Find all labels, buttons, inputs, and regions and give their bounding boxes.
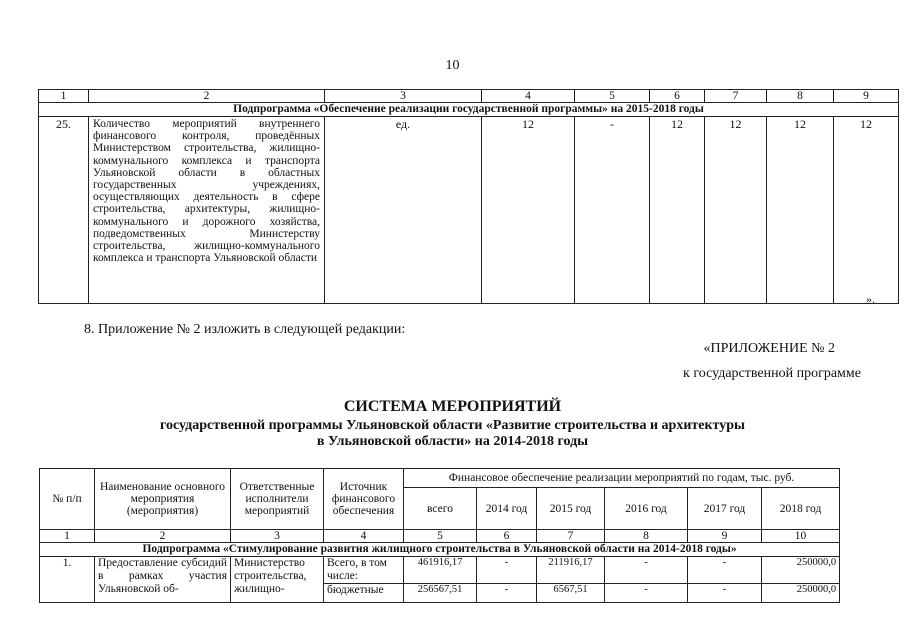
header-year: 2015 год	[537, 488, 605, 530]
col-number: 2	[95, 530, 231, 543]
appendix-subtitle: к государственной программе	[683, 366, 861, 381]
col-number: 5	[404, 530, 477, 543]
table-row	[39, 117, 899, 304]
col-number: 9	[688, 530, 762, 543]
header-num: № п/п	[40, 469, 95, 530]
col-number: 10	[762, 530, 840, 543]
col-number: 2	[89, 90, 325, 103]
col-number: 6	[650, 90, 705, 103]
executor-cell: Министерство строительства, жилищно-	[231, 557, 324, 603]
value-cell: -	[605, 584, 688, 603]
subprogram-title: Подпрограмма «Стимулирование развития жилищного строительства в Ульяновской области на 2014-2018 годы»	[40, 543, 840, 557]
page-number: 10	[445, 58, 460, 73]
col-number: 3	[325, 90, 482, 103]
header-year: 2018 год	[762, 488, 840, 530]
source-cell: Всего, в том числе:	[324, 557, 404, 584]
value-cell: -	[575, 117, 650, 304]
col-number: 3	[231, 530, 324, 543]
col-number: 7	[705, 90, 767, 103]
closing-quote: ».	[866, 292, 875, 306]
table-row	[40, 557, 840, 584]
header-executors: Ответственные исполнители мероприятий	[231, 469, 324, 530]
value-cell: 250000,0	[762, 584, 840, 603]
value-cell: 211916,17	[537, 557, 605, 584]
col-number: 1	[40, 530, 95, 543]
value-cell: -	[688, 557, 762, 584]
col-number: 6	[477, 530, 537, 543]
header-source: Источник финансового обеспечения	[324, 469, 404, 530]
header-year: 2016 год	[605, 488, 688, 530]
document-subheading-2: в Ульяновской области» на 2014-2018 годы	[316, 434, 589, 449]
value-cell: 12	[705, 117, 767, 304]
col-number: 4	[324, 530, 404, 543]
value-cell: 6567,51	[537, 584, 605, 603]
col-number: 9	[834, 90, 899, 103]
value-cell: -	[477, 584, 537, 603]
column-number-row	[40, 530, 840, 543]
appendix-title: «ПРИЛОЖЕНИЕ № 2	[703, 341, 835, 356]
source-cell: бюджетные	[324, 584, 404, 603]
subprogram-title: Подпрограмма «Обеспечение реализации государственной программы» на 2015-2018 годы	[39, 103, 899, 117]
value-cell: 12	[650, 117, 705, 304]
value-cell: 250000,0	[762, 557, 840, 584]
header-year: 2017 год	[688, 488, 762, 530]
instruction-text: 8. Приложение № 2 изложить в следующей редакции:	[84, 322, 406, 337]
measures-table	[39, 468, 840, 603]
indicator-description: Количество мероприятий внутреннего финансового контроля, проведённых Министерством строительства, жилищно-коммунального комплекса и транспорта Ульяновской области в областных государственных учреждениях, осуществляющих деятельность в сфере строительства, архитектуры, жилищно-коммунального и дорожного хозяйства, подведомственных Министерству строительства, жилищно-коммунального комплекса и транспорта Ульяновской области	[89, 117, 325, 304]
header-year: 2014 год	[477, 488, 537, 530]
row-number: 1.	[40, 557, 95, 603]
indicators-table	[38, 89, 899, 304]
col-number: 5	[575, 90, 650, 103]
header-total: всего	[404, 488, 477, 530]
total-cell: 256567,51	[404, 584, 477, 603]
subprogram-row	[40, 543, 840, 557]
subprogram-row	[39, 103, 899, 117]
value-cell: 12	[834, 117, 899, 304]
row-number: 25.	[39, 117, 89, 304]
total-cell: 461916,17	[404, 557, 477, 584]
value-cell: 12	[767, 117, 834, 304]
col-number: 8	[767, 90, 834, 103]
col-number: 8	[605, 530, 688, 543]
col-number: 1	[39, 90, 89, 103]
value-cell: -	[477, 557, 537, 584]
unit-cell: ед.	[325, 117, 482, 304]
col-number: 4	[482, 90, 575, 103]
measure-name: Предоставление субсидий в рамках участия Ульяновской об-	[95, 557, 231, 603]
value-cell: -	[605, 557, 688, 584]
col-number: 7	[537, 530, 605, 543]
value-cell: 12	[482, 117, 575, 304]
column-number-row	[39, 90, 899, 103]
document-subheading: государственной программы Ульяновской области «Развитие строительства и архитектуры	[160, 418, 745, 433]
value-cell: -	[688, 584, 762, 603]
header-name: Наименование основного мероприятия (мероприятия)	[95, 469, 231, 530]
document-heading: СИСТЕМА МЕРОПРИЯТИЙ	[343, 398, 562, 415]
header-row	[40, 469, 840, 488]
header-funding-group: Финансовое обеспечение реализации мероприятий по годам, тыс. руб.	[404, 469, 840, 488]
